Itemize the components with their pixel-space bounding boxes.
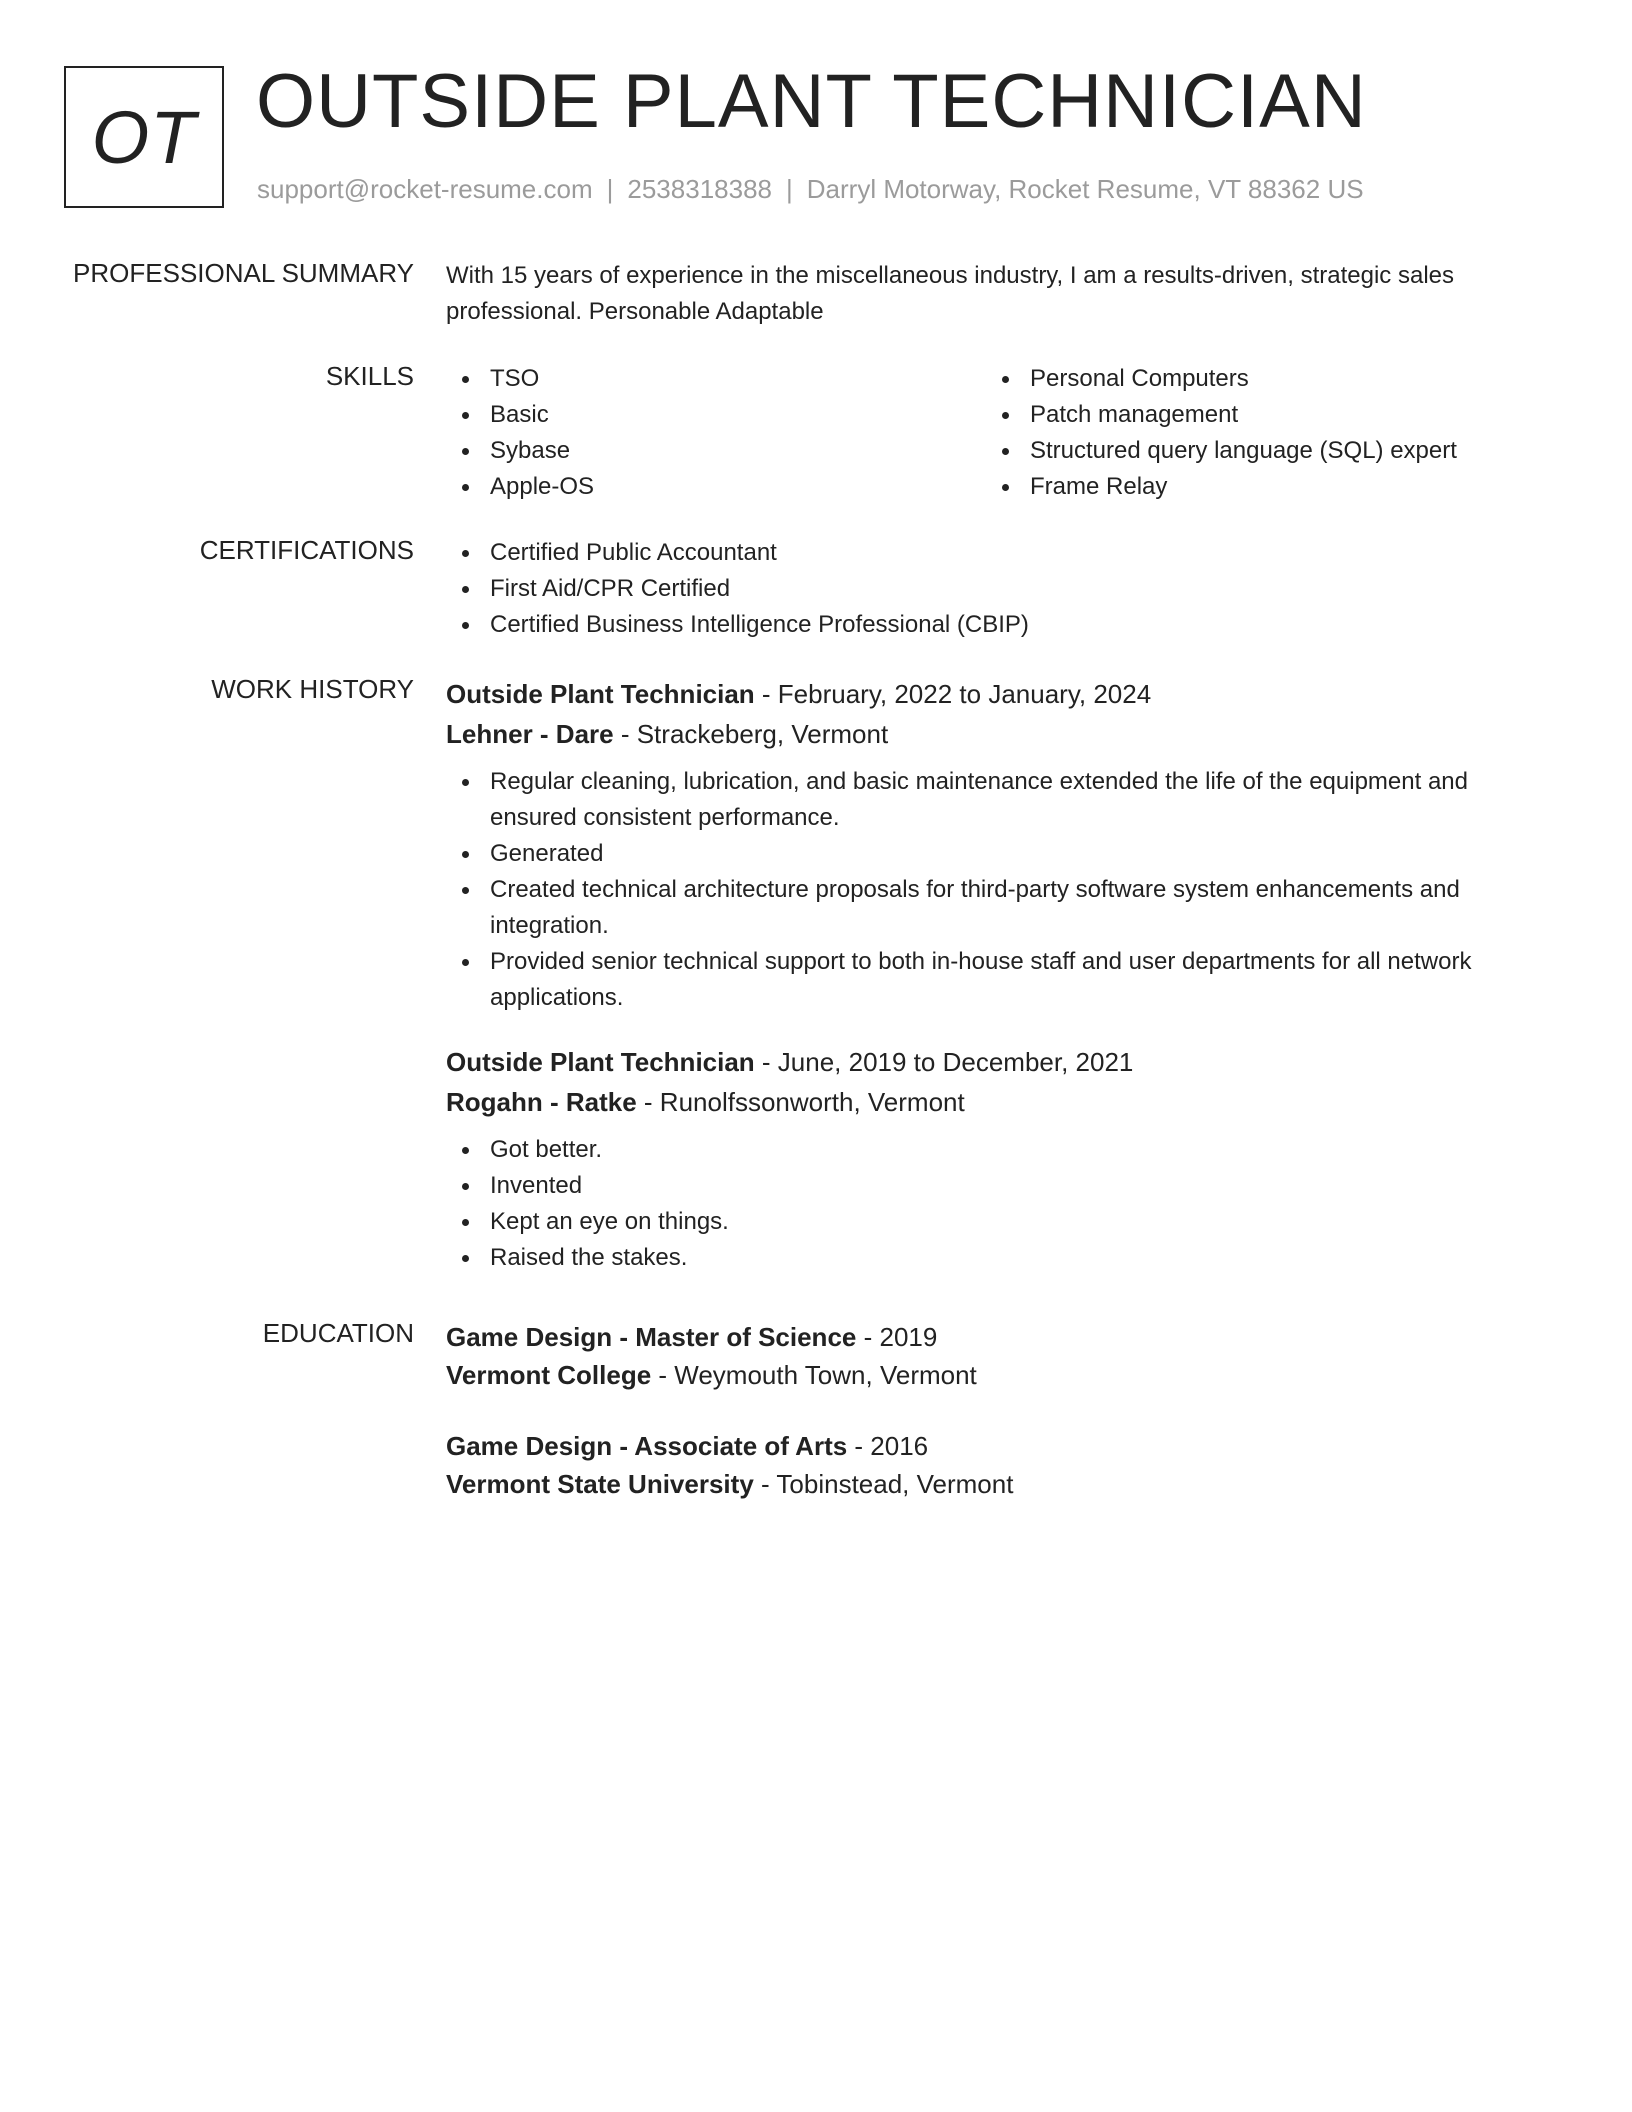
job-company: Lehner - Dare <box>446 719 614 749</box>
job-location: - Strackeberg, Vermont <box>613 719 889 749</box>
education-degree: Game Design - Master of Science <box>446 1322 857 1352</box>
contact-separator: | <box>786 174 793 204</box>
skill-item: TSO <box>446 361 986 397</box>
job-duty-item: Generated <box>446 836 1526 872</box>
section-title-education: EDUCATION <box>262 1318 414 1348</box>
skill-item: Sybase <box>446 433 986 469</box>
skills-list <box>446 361 1526 505</box>
certification-item: Certified Business Intelligence Professional (CBIP) <box>446 607 1526 643</box>
job-duty-item: Kept an eye on things. <box>446 1204 1526 1240</box>
job-duty-item: Created technical architecture proposals for third-party software system enhancements and integration. <box>446 872 1526 944</box>
candidate-title: OUTSIDE PLANT TECHNICIAN <box>256 59 1367 144</box>
skill-item: Frame Relay <box>986 469 1526 505</box>
work-history-body <box>446 674 1526 1276</box>
education-degree: Game Design - Associate of Arts <box>446 1431 848 1461</box>
summary-text: With 15 years of experience in the miscellaneous industry, I am a results-driven, strategic sales professional. Personable Adaptable <box>446 262 1454 325</box>
skill-item: Structured query language (SQL) expert <box>986 433 1526 469</box>
job-company-line <box>446 1082 1526 1122</box>
education-degree-line <box>446 1427 1526 1465</box>
skills-column-left <box>446 361 986 505</box>
job-duty-item: Raised the stakes. <box>446 1240 1526 1276</box>
certifications-list <box>446 535 1526 643</box>
job-duty-item: Invented <box>446 1168 1526 1204</box>
job-duties <box>446 764 1526 1016</box>
education-location: - Tobinstead, Vermont <box>753 1469 1014 1499</box>
job-duty-item: Regular cleaning, lubrication, and basic maintenance extended the life of the equipment and ensured consistent performance. <box>446 764 1526 836</box>
contact-line <box>257 174 1364 205</box>
job-role: Outside Plant Technician <box>446 1047 755 1077</box>
skill-item: Personal Computers <box>986 361 1526 397</box>
certification-item: First Aid/CPR Certified <box>446 571 1526 607</box>
education-degree-line <box>446 1318 1526 1356</box>
section-title-skills: SKILLS <box>325 361 414 391</box>
job-company: Rogahn - Ratke <box>446 1087 637 1117</box>
job-role: Outside Plant Technician <box>446 679 755 709</box>
job-dates: - June, 2019 to December, 2021 <box>754 1047 1134 1077</box>
skill-item: Basic <box>446 397 986 433</box>
section-title-certifications: CERTIFICATIONS <box>199 535 414 565</box>
job-entry <box>446 674 1526 1016</box>
education-school-line <box>446 1465 1526 1503</box>
job-duty-item: Got better. <box>446 1132 1526 1168</box>
education-school-line <box>446 1356 1526 1394</box>
contact-address: Darryl Motorway, Rocket Resume, VT 88362 US <box>806 174 1364 204</box>
education-year: - 2016 <box>847 1431 929 1461</box>
education-school: Vermont College <box>446 1360 652 1390</box>
skill-item: Patch management <box>986 397 1526 433</box>
section-title-summary: PROFESSIONAL SUMMARY <box>73 258 414 288</box>
education-entry <box>446 1427 1526 1503</box>
contact-email: support@rocket-resume.com <box>257 174 593 204</box>
monogram-box <box>64 66 224 208</box>
education-school: Vermont State University <box>446 1469 754 1499</box>
skills-column-right <box>986 361 1526 505</box>
contact-separator: | <box>606 174 614 204</box>
job-dates: - February, 2022 to January, 2024 <box>754 679 1152 709</box>
education-body <box>446 1318 1526 1503</box>
resume-header <box>64 59 1564 210</box>
education-year: - 2019 <box>856 1322 938 1352</box>
job-entry <box>446 1042 1526 1276</box>
job-company-line <box>446 714 1526 754</box>
certification-item: Certified Public Accountant <box>446 535 1526 571</box>
job-duties <box>446 1132 1526 1276</box>
job-duty-item: Provided senior technical support to both in-house staff and user departments for all network applications. <box>446 944 1526 1016</box>
job-role-line <box>446 674 1526 714</box>
education-location: - Weymouth Town, Vermont <box>651 1360 977 1390</box>
section-title-work-history: WORK HISTORY <box>211 674 414 704</box>
contact-phone: 2538318388 <box>627 174 772 204</box>
skill-item: Apple-OS <box>446 469 986 505</box>
job-location: - Runolfssonworth, Vermont <box>636 1087 965 1117</box>
education-entry <box>446 1318 1526 1394</box>
job-role-line <box>446 1042 1526 1082</box>
monogram-text: OT <box>91 95 197 179</box>
